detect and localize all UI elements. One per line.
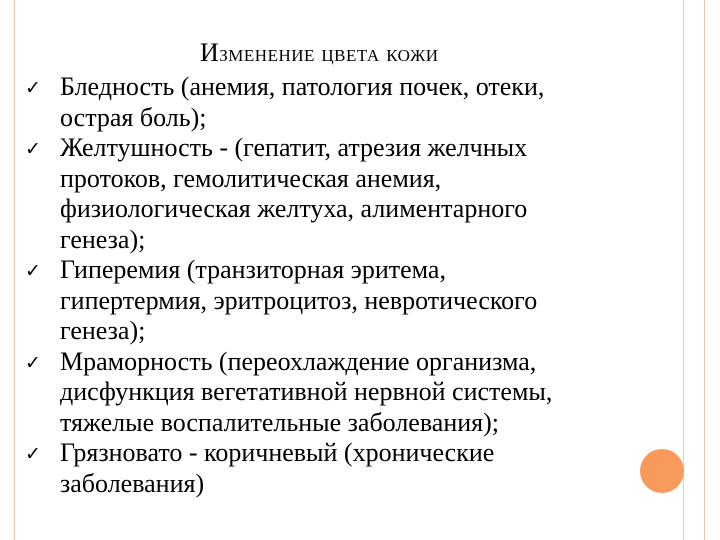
- list-item-jaundice: [22, 133, 682, 255]
- list-item-jaundice-line-1: Желтушность - (гепатит, атрезия желчных: [60, 133, 528, 162]
- list-item-jaundice-line-4: генеза);: [60, 224, 146, 254]
- list-item-brownish-line-2: заболевания): [60, 468, 205, 498]
- checkmark-icon: ✓: [25, 351, 41, 374]
- orange-circle-decoration: [640, 449, 684, 493]
- slide-title-initial: И: [200, 38, 220, 67]
- list-item-marbling-line-3: тяжелые воспалительные заболевания);: [60, 407, 499, 437]
- bullet-list: [22, 72, 682, 499]
- list-item-brownish: [22, 438, 682, 499]
- list-item-jaundice-line-3: физиологическая желтуха, алиментарного: [60, 194, 528, 223]
- checkmark-icon: ✓: [25, 138, 41, 160]
- frame-line-left: [14, 0, 15, 540]
- list-item-hyperemia-line-3: генеза);: [60, 316, 146, 345]
- checkmark-icon: ✓: [25, 260, 41, 282]
- list-item-marbling: [22, 347, 682, 439]
- frame-band-right: [683, 0, 705, 540]
- list-item-brownish-line-1: Грязновато - коричневый (хронические: [60, 438, 495, 467]
- checkmark-icon: ✓: [25, 77, 41, 99]
- list-item-marbling-line-2: дисфункция вегетативной нервной системы,: [60, 377, 553, 406]
- checkmark-icon: ✓: [25, 443, 41, 465]
- list-item-pallor-line-1: Бледность (анемия, патология почек, отеки,: [60, 72, 545, 101]
- list-item-pallor-line-2: острая боль);: [60, 102, 207, 132]
- slide-title-rest: зменение цвета кожи: [219, 41, 439, 67]
- list-item-hyperemia-line-1: Гиперемия (транзиторная эритема,: [60, 255, 446, 284]
- list-item-hyperemia-line-2: гипертермия, эритроцитоз, невротического: [60, 285, 538, 315]
- list-item-hyperemia: [22, 255, 682, 347]
- list-item-marbling-line-1: Мраморность (переохлаждение организма,: [60, 346, 537, 376]
- list-item-pallor: [22, 72, 682, 133]
- slide-title: [200, 38, 439, 68]
- list-item-jaundice-line-2: протоков, гемолитическая анемия,: [60, 163, 442, 193]
